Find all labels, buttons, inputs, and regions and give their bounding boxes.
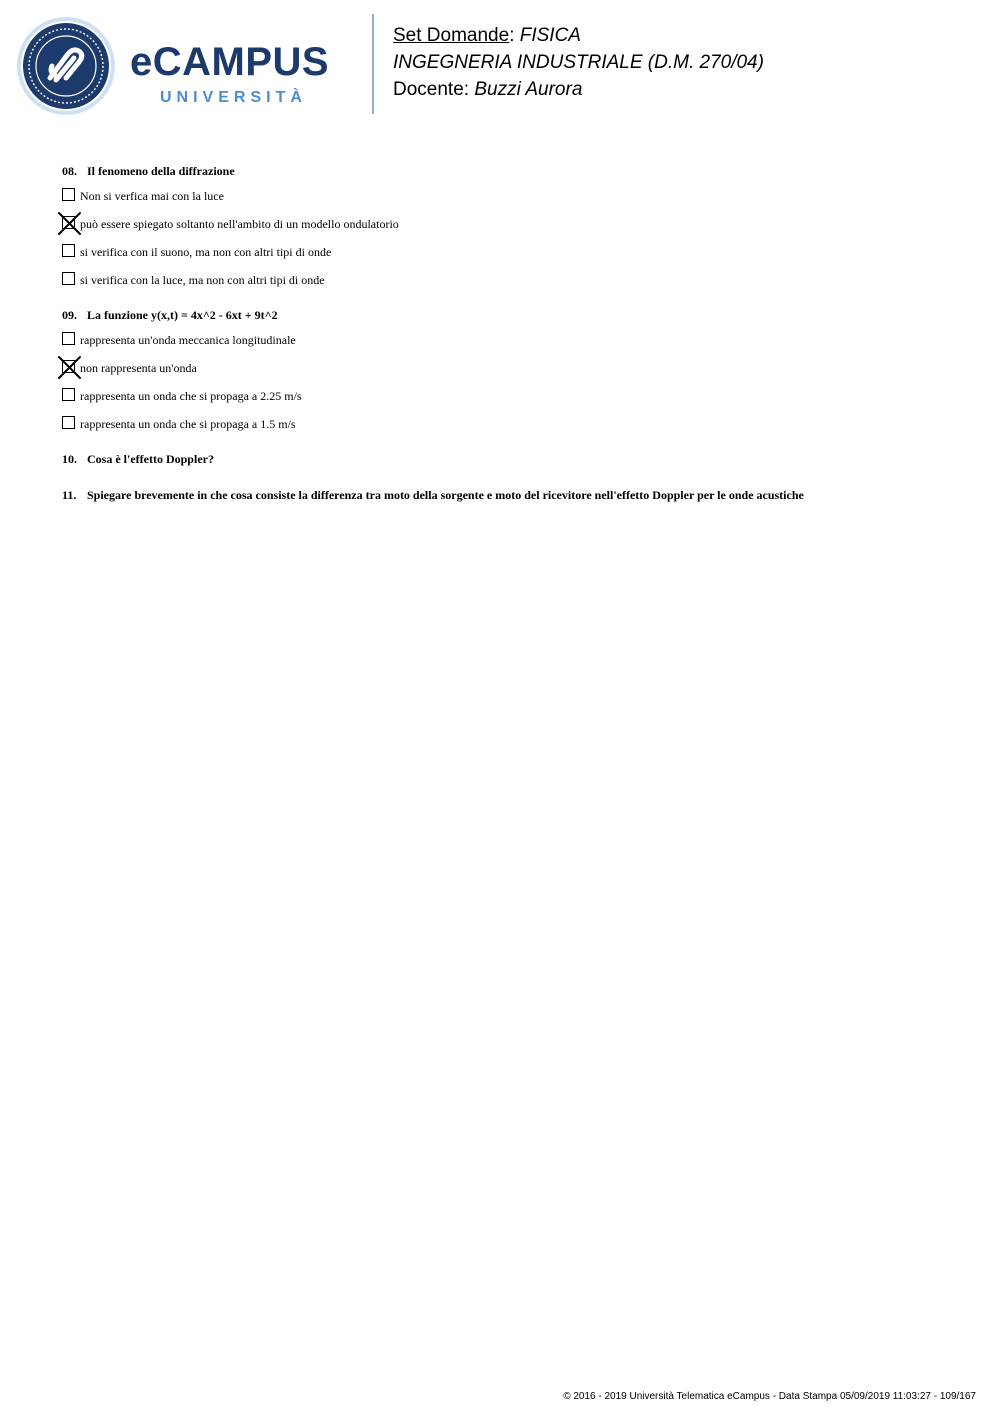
answer-options: [62, 186, 962, 290]
ecampus-wordmark: [130, 38, 360, 110]
question-text: La funzione y(x,t) = 4x^2 - 6xt + 9t^2: [87, 308, 278, 322]
answer-options: [62, 330, 962, 434]
set-label: Set Domande: [393, 25, 510, 46]
answer-option[interactable]: [62, 386, 962, 406]
question-number: 11.: [62, 488, 77, 502]
question-08: [62, 160, 962, 290]
answer-checkbox[interactable]: [62, 272, 75, 285]
course-line: [393, 49, 764, 76]
answer-checkbox-checked[interactable]: [62, 360, 75, 373]
answer-text: rappresenta un'onda meccanica longitudinale: [80, 333, 296, 347]
question-text: Cosa è l'effetto Doppler?: [87, 452, 214, 466]
question-list: [62, 160, 962, 520]
answer-checkbox[interactable]: [62, 188, 75, 201]
answer-option[interactable]: [62, 242, 962, 262]
cross-mark-icon: [58, 212, 81, 235]
answer-text: non rappresenta un'onda: [80, 361, 197, 375]
cross-mark-icon: [58, 356, 81, 379]
teacher-line: [393, 76, 764, 103]
header-info: [393, 22, 764, 103]
question-text: Spiegare brevemente in che cosa consiste la differenza tra moto della sorgente e moto del ricevitore nell'effetto Doppler per le onde acustiche: [87, 488, 804, 502]
question-text: Il fenomeno della diffrazione: [87, 164, 235, 178]
answer-option[interactable]: [62, 214, 962, 234]
answer-checkbox[interactable]: [62, 416, 75, 429]
course-name: INGEGNERIA INDUSTRIALE (D.M. 270/04): [393, 52, 764, 73]
header-divider: [372, 14, 374, 114]
question-title: [62, 304, 962, 326]
answer-option[interactable]: [62, 358, 962, 378]
question-title: [62, 484, 962, 506]
answer-checkbox[interactable]: [62, 388, 75, 401]
answer-text: rappresenta un onda che si propaga a 1.5 m/s: [80, 417, 296, 431]
answer-option[interactable]: [62, 186, 962, 206]
logo-subtitle-text: UNIVERSITÀ: [160, 89, 307, 106]
logo-wordmark-text: eCAMPUS: [130, 40, 330, 84]
answer-text: rappresenta un onda che si propaga a 2.25 m/s: [80, 389, 302, 403]
question-number: 08.: [62, 164, 77, 178]
answer-checkbox[interactable]: [62, 332, 75, 345]
ecampus-seal-logo: [16, 16, 116, 116]
teacher-label: Docente:: [393, 79, 475, 100]
question-number: 09.: [62, 308, 77, 322]
answer-text: si verifica con il suono, ma non con altri tipi di onde: [80, 245, 332, 259]
answer-text: può essere spiegato soltanto nell'ambito di un modello ondulatorio: [80, 217, 399, 231]
set-separator: :: [509, 25, 520, 46]
teacher-name: Buzzi Aurora: [474, 79, 583, 100]
question-number: 10.: [62, 452, 77, 466]
question-09: [62, 304, 962, 434]
question-title: [62, 448, 962, 470]
answer-option[interactable]: [62, 414, 962, 434]
page-footer: © 2016 - 2019 Università Telematica eCampus - Data Stampa 05/09/2019 11:03:27 - 109/167: [563, 1391, 976, 1402]
answer-checkbox-checked[interactable]: [62, 216, 75, 229]
answer-text: si verifica con la luce, ma non con altri tipi di onde: [80, 273, 325, 287]
answer-option[interactable]: [62, 330, 962, 350]
question-title: [62, 160, 962, 182]
set-line: [393, 22, 764, 49]
question-10: [62, 448, 962, 470]
question-11: [62, 484, 962, 506]
answer-checkbox[interactable]: [62, 244, 75, 257]
answer-option[interactable]: [62, 270, 962, 290]
answer-text: Non si verfica mai con la luce: [80, 189, 224, 203]
subject-name: FISICA: [519, 25, 581, 46]
